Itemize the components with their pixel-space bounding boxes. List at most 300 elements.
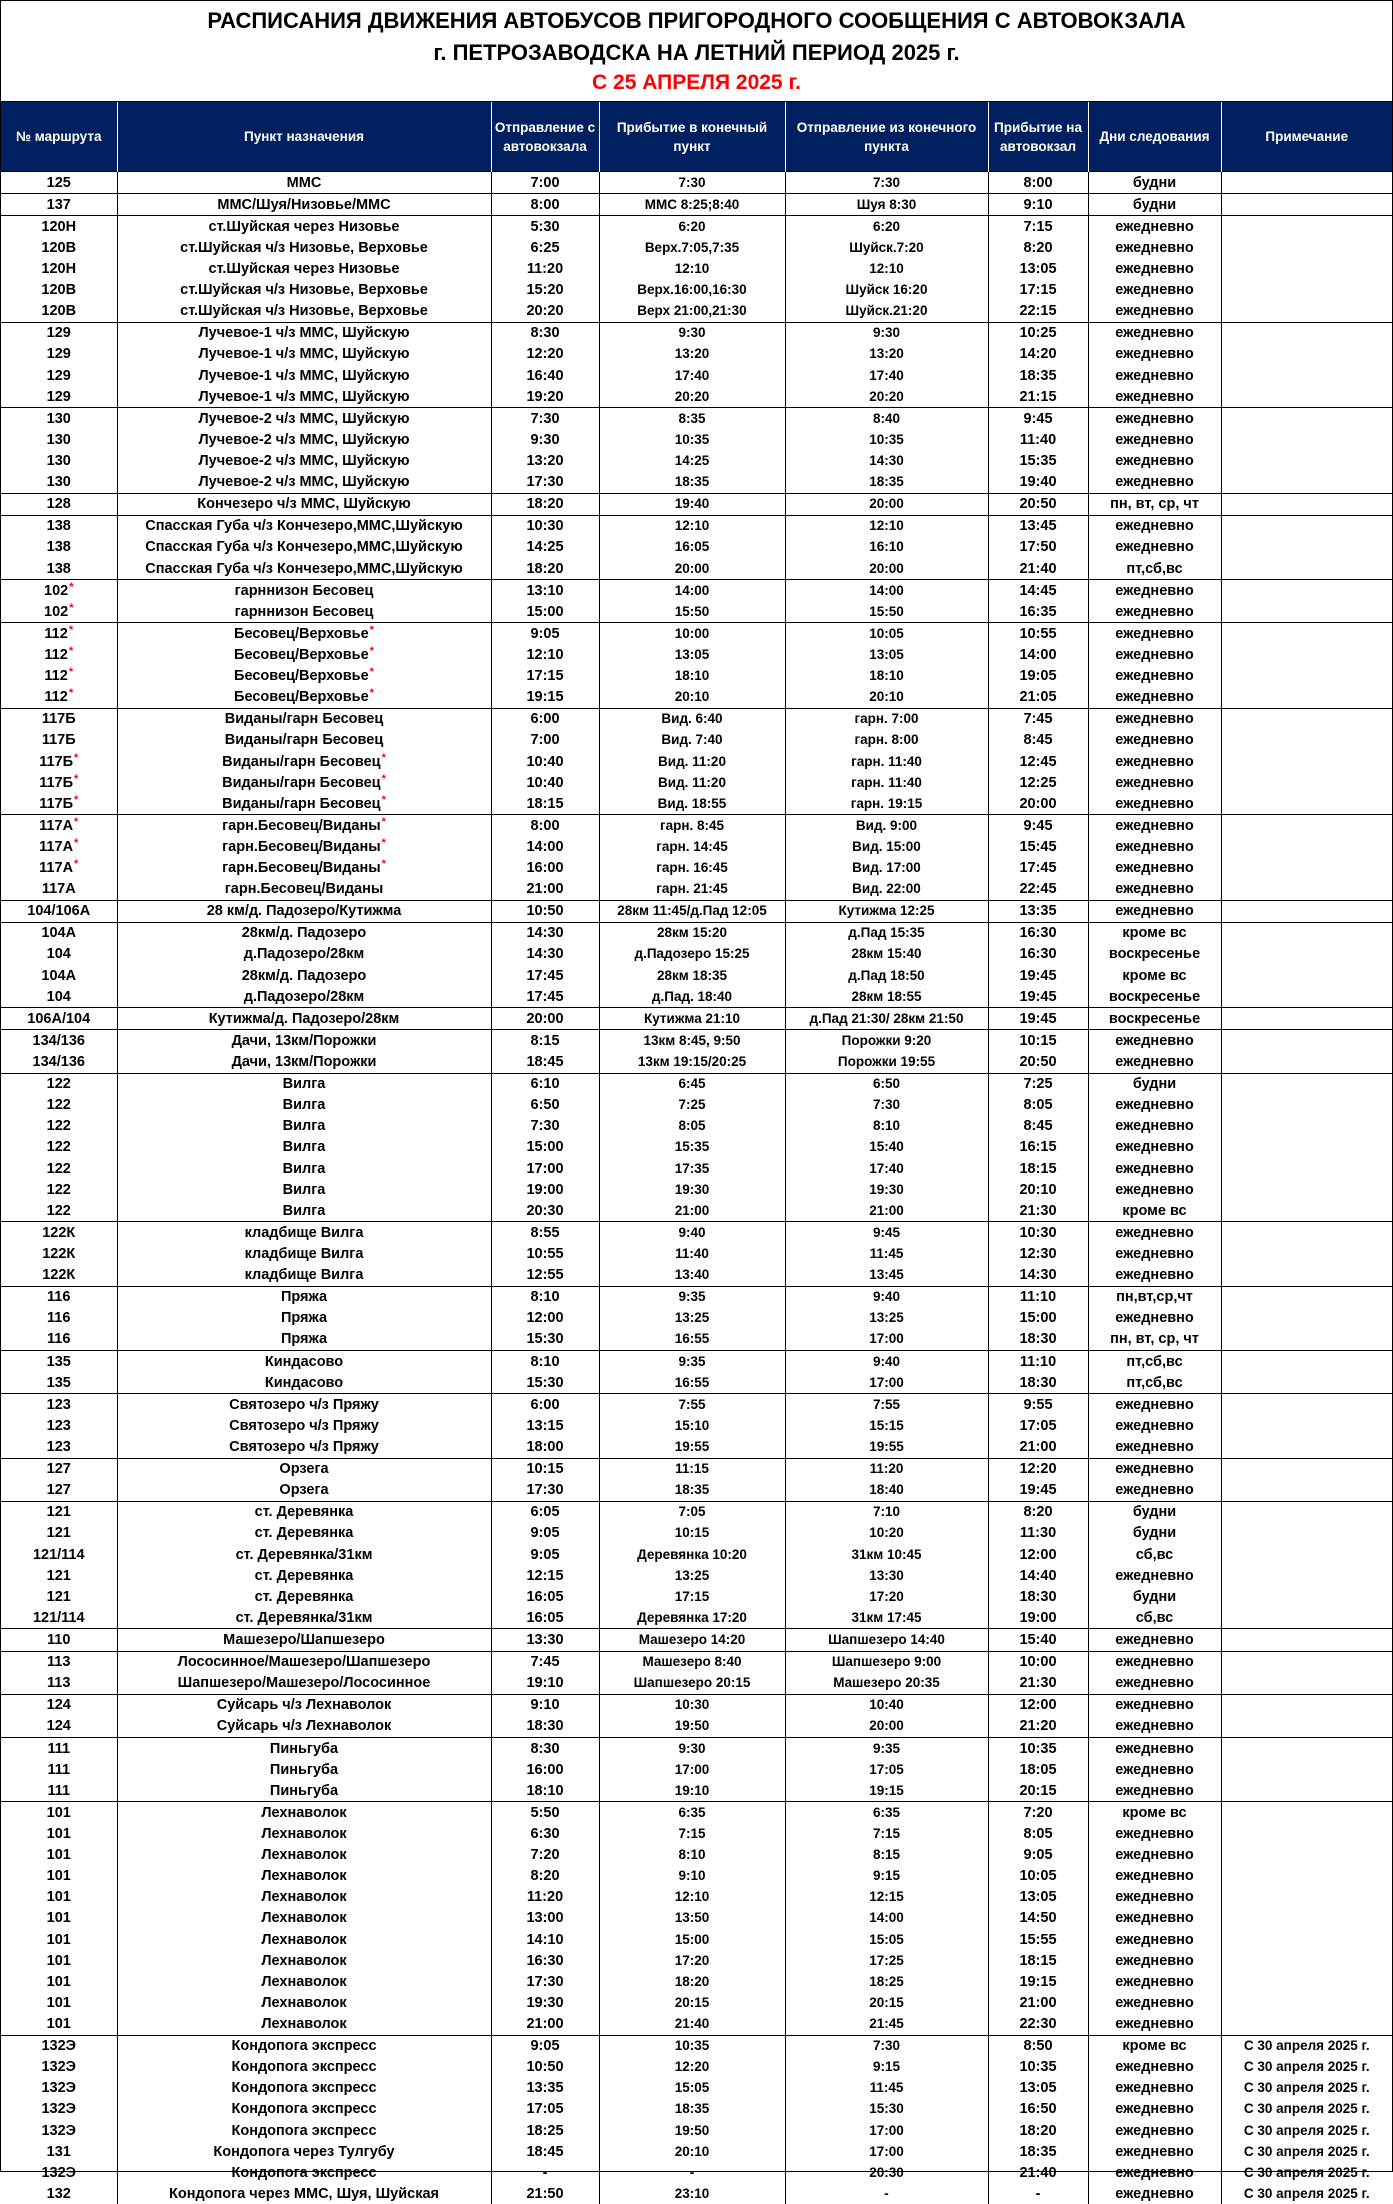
arrival-station-cell-text: 19:40 [1019, 474, 1056, 490]
title-date: С 25 АПРЕЛЯ 2025 г. [1, 69, 1392, 97]
departure-terminal-cell [785, 1051, 988, 1073]
table-row [1, 1992, 1392, 2013]
arrival-terminal-cell-text: ММС 8:25;8:40 [645, 197, 740, 212]
arrival-station-cell [988, 1158, 1088, 1179]
arrival-terminal-cell-text: Кутижма 21:10 [644, 1011, 740, 1026]
arrival-terminal-cell [599, 280, 785, 301]
asterisk-mark: * [69, 602, 73, 614]
departure-terminal-cell [785, 836, 988, 857]
route-cell-text: 116 [47, 1331, 70, 1347]
days-cell [1088, 965, 1221, 986]
destination-cell [117, 1073, 491, 1095]
arrival-station-cell-text: 19:15 [1019, 1974, 1056, 1990]
note-cell-text: С 30 апреля 2025 г. [1244, 2038, 1370, 2053]
days-cell-text: ежедневно [1115, 368, 1194, 384]
arrival-terminal-cell [599, 1286, 785, 1308]
arrival-station-cell [988, 1030, 1088, 1052]
arrival-station-cell-text: 18:35 [1019, 2144, 1056, 2160]
note-cell [1221, 1480, 1392, 1502]
days-cell [1088, 1544, 1221, 1565]
departure-terminal-cell [785, 986, 988, 1008]
departure-cell [491, 1095, 599, 1116]
route-cell [1, 1436, 117, 1458]
route-cell [1, 301, 117, 323]
route-cell [1, 1716, 117, 1738]
days-cell [1088, 1030, 1221, 1052]
departure-cell [491, 623, 599, 645]
route-cell-text: 111 [47, 1741, 70, 1757]
arrival-terminal-cell [599, 322, 785, 344]
arrival-station-cell [988, 450, 1088, 471]
destination-cell-text: Орзега [279, 1461, 328, 1477]
departure-cell-text: 18:00 [526, 1439, 563, 1455]
departure-terminal-cell [785, 1329, 988, 1351]
departure-cell-text: 9:05 [530, 1525, 559, 1541]
destination-cell-text: Вилга [283, 1118, 326, 1134]
header-note: Примечание [1221, 102, 1392, 172]
destination-cell [117, 1673, 491, 1695]
table-row [1, 1137, 1392, 1158]
arrival-terminal-cell [599, 1780, 785, 1802]
destination-cell-text: Лучевое-1 ч/з ММС, Шуйскую [199, 346, 410, 362]
destination-cell [117, 2099, 491, 2120]
arrival-terminal-cell-text: 10:00 [675, 626, 710, 641]
departure-terminal-cell-text: 28км 18:55 [851, 989, 921, 1004]
days-cell-text: ежедневно [1115, 1974, 1194, 1990]
days-cell [1088, 1759, 1221, 1780]
destination-cell [117, 2078, 491, 2099]
arrival-station-cell [988, 1929, 1088, 1950]
route-cell-text: 132Э [41, 2080, 76, 2096]
destination-cell-text: ст.Шуйская через Низовье [209, 261, 400, 277]
route-cell-text: 101 [47, 1868, 71, 1884]
note-cell [1221, 237, 1392, 258]
departure-terminal-cell [785, 900, 988, 922]
route-cell [1, 1051, 117, 1073]
days-cell-text: ежедневно [1115, 346, 1194, 362]
destination-cell-text: Кончезеро ч/з ММС, Шуйскую [197, 496, 410, 512]
departure-terminal-cell [785, 1802, 988, 1824]
departure-cell [491, 1458, 599, 1480]
note-cell [1221, 1586, 1392, 1607]
arrival-station-cell [988, 1265, 1088, 1287]
route-cell [1, 2183, 117, 2204]
arrival-station-cell [988, 1329, 1088, 1351]
route-cell [1, 2035, 117, 2057]
days-cell [1088, 450, 1221, 471]
arrival-terminal-cell [599, 450, 785, 471]
departure-terminal-cell [785, 1394, 988, 1416]
departure-terminal-cell-text: 21:00 [869, 1203, 904, 1218]
arrival-station-cell [988, 1008, 1088, 1030]
table-row [1, 687, 1392, 709]
route-cell [1, 2057, 117, 2078]
arrival-station-cell [988, 537, 1088, 558]
route-cell [1, 408, 117, 430]
arrival-station-cell-text: 14:20 [1019, 346, 1056, 362]
departure-cell-text: 8:15 [530, 1033, 559, 1049]
departure-terminal-cell [785, 258, 988, 279]
departure-terminal-cell-text: 31км 17:45 [851, 1610, 921, 1625]
route-cell [1, 1823, 117, 1844]
days-cell [1088, 644, 1221, 665]
departure-cell [491, 1866, 599, 1887]
arrival-terminal-cell [599, 2099, 785, 2120]
table-row [1, 772, 1392, 793]
departure-terminal-cell-text: гарн. 11:40 [851, 775, 922, 790]
days-cell [1088, 2078, 1221, 2099]
arrival-terminal-cell [599, 365, 785, 386]
departure-cell-text: 21:00 [526, 2016, 563, 2032]
note-cell [1221, 386, 1392, 408]
days-cell-text: ежедневно [1115, 240, 1194, 256]
table-body [1, 172, 1392, 2204]
days-cell-text: ежедневно [1115, 303, 1194, 319]
arrival-station-cell-text: 19:45 [1019, 1482, 1056, 1498]
arrival-station-cell [988, 687, 1088, 709]
departure-terminal-cell-text: 28км 15:40 [851, 946, 921, 961]
table-row [1, 237, 1392, 258]
route-cell-text: 104 [47, 946, 71, 962]
arrival-station-cell-text: 18:30 [1019, 1331, 1056, 1347]
departure-cell-text: 18:15 [526, 796, 563, 812]
table-row [1, 1823, 1392, 1844]
departure-cell [491, 1565, 599, 1586]
arrival-station-cell [988, 344, 1088, 365]
route-cell-text: 132Э [41, 2123, 76, 2139]
days-cell [1088, 730, 1221, 751]
arrival-terminal-cell-text: 15:10 [675, 1418, 710, 1433]
arrival-station-cell [988, 644, 1088, 665]
note-cell [1221, 772, 1392, 793]
days-cell [1088, 558, 1221, 580]
days-cell [1088, 1265, 1221, 1287]
note-cell [1221, 1845, 1392, 1866]
days-cell [1088, 537, 1221, 558]
route-cell [1, 1866, 117, 1887]
arrival-terminal-cell [599, 986, 785, 1008]
departure-terminal-cell-text: Вид. 15:00 [852, 839, 921, 854]
route-cell-text: 121 [47, 1589, 71, 1605]
table-row [1, 965, 1392, 986]
table-row [1, 1629, 1392, 1651]
arrival-terminal-cell-text: 17:20 [675, 1953, 710, 1968]
departure-cell [491, 1200, 599, 1222]
departure-terminal-cell [785, 216, 988, 238]
days-cell [1088, 1436, 1221, 1458]
departure-terminal-cell [785, 1265, 988, 1287]
departure-terminal-cell [785, 1286, 988, 1308]
note-cell [1221, 944, 1392, 965]
arrival-station-cell-text: 11:10 [1020, 1354, 1056, 1370]
departure-cell [491, 858, 599, 879]
days-cell [1088, 623, 1221, 645]
days-cell-text: ежедневно [1115, 1182, 1194, 1198]
departure-cell [491, 1544, 599, 1565]
arrival-station-cell [988, 1286, 1088, 1308]
arrival-station-cell-text: 8:00 [1023, 175, 1052, 191]
departure-terminal-cell-text: 20:15 [869, 1995, 904, 2010]
departure-cell [491, 2057, 599, 2078]
arrival-station-cell-text: 8:05 [1023, 1097, 1052, 1113]
arrival-station-cell [988, 1802, 1088, 1824]
departure-terminal-cell-text: 9:30 [873, 325, 900, 340]
days-cell [1088, 429, 1221, 450]
arrival-terminal-cell [599, 2141, 785, 2162]
arrival-terminal-cell [599, 1095, 785, 1116]
route-cell-text: 120В [41, 240, 76, 256]
arrival-terminal-cell-text: - [690, 2165, 695, 2180]
days-cell [1088, 1158, 1221, 1179]
departure-cell [491, 1030, 599, 1052]
arrival-station-cell-text: 9:10 [1023, 197, 1052, 213]
note-cell [1221, 793, 1392, 815]
table-row [1, 450, 1392, 471]
departure-cell-text: 10:50 [526, 903, 563, 919]
departure-terminal-cell [785, 1523, 988, 1544]
arrival-terminal-cell-text: 18:20 [675, 1974, 710, 1989]
table-row [1, 666, 1392, 687]
departure-terminal-cell [785, 472, 988, 494]
note-cell-text: С 30 апреля 2025 г. [1244, 2080, 1370, 2095]
arrival-terminal-cell [599, 216, 785, 238]
days-cell [1088, 1008, 1221, 1030]
departure-cell [491, 408, 599, 430]
days-cell-text: ежедневно [1115, 818, 1194, 834]
route-cell [1, 666, 117, 687]
departure-cell-text: 18:45 [526, 1054, 563, 1070]
departure-terminal-cell [785, 429, 988, 450]
route-cell [1, 1971, 117, 1992]
days-cell-text: ежедневно [1115, 775, 1194, 791]
asterisk-mark: * [382, 752, 386, 764]
arrival-station-cell [988, 1759, 1088, 1780]
departure-cell-text: 8:00 [530, 818, 559, 834]
route-cell-text: 116 [47, 1289, 70, 1305]
destination-cell [117, 858, 491, 879]
arrival-terminal-cell-text: 10:30 [675, 1697, 710, 1712]
note-cell [1221, 1243, 1392, 1264]
destination-cell-text: Пряжа [281, 1289, 327, 1305]
departure-cell-text: 18:20 [526, 496, 563, 512]
days-cell-text: ежедневно [1115, 1718, 1194, 1734]
arrival-terminal-cell-text: 8:05 [678, 1118, 705, 1133]
departure-terminal-cell [785, 1929, 988, 1950]
destination-cell [117, 450, 491, 471]
arrival-station-cell [988, 900, 1088, 922]
days-cell-text: ежедневно [1115, 1054, 1194, 1070]
note-cell [1221, 1008, 1392, 1030]
note-cell [1221, 1629, 1392, 1651]
destination-cell-text: Кондопога экспресс [231, 2123, 376, 2139]
title-line-2: г. ПЕТРОЗАВОДСКА НА ЛЕТНИЙ ПЕРИОД 2025 г. [1, 37, 1392, 69]
destination-cell [117, 1716, 491, 1738]
header-arrival-station: Прибытие на автовокзал [988, 102, 1088, 172]
destination-cell-text: Святозеро ч/з Пряжу [229, 1439, 379, 1455]
route-cell [1, 344, 117, 365]
arrival-terminal-cell-text: 14:00 [675, 583, 710, 598]
arrival-station-cell [988, 1651, 1088, 1673]
departure-terminal-cell [785, 1651, 988, 1673]
route-cell-text: 112 [44, 626, 67, 642]
arrival-terminal-cell-text: 20:15 [675, 1995, 710, 2010]
days-cell [1088, 322, 1221, 344]
departure-terminal-cell-text: 17:00 [869, 2123, 904, 2138]
departure-cell [491, 580, 599, 602]
departure-cell [491, 172, 599, 194]
arrival-station-cell [988, 2183, 1088, 2204]
arrival-terminal-cell-text: 18:35 [675, 1482, 710, 1497]
departure-terminal-cell-text: 6:20 [873, 219, 900, 234]
departure-cell-text: 11:20 [527, 261, 563, 277]
table-row [1, 2057, 1392, 2078]
destination-cell [117, 1586, 491, 1607]
route-cell [1, 1415, 117, 1436]
arrival-terminal-cell-text: 19:55 [675, 1439, 710, 1454]
arrival-terminal-cell [599, 922, 785, 944]
route-cell-text: 135 [47, 1375, 71, 1391]
arrival-terminal-cell [599, 1823, 785, 1844]
route-cell-text: 132 [47, 2186, 71, 2202]
arrival-terminal-cell-text: 6:45 [678, 1076, 705, 1091]
arrival-terminal-cell [599, 1458, 785, 1480]
arrival-station-cell [988, 1501, 1088, 1523]
days-cell-text: ежедневно [1115, 219, 1194, 235]
note-cell [1221, 1673, 1392, 1695]
arrival-terminal-cell-text: 17:15 [675, 1589, 710, 1604]
asterisk-mark: * [69, 645, 73, 657]
days-cell [1088, 172, 1221, 194]
departure-cell [491, 1802, 599, 1824]
departure-cell-text: 13:35 [526, 2080, 563, 2096]
arrival-terminal-cell [599, 537, 785, 558]
departure-terminal-cell-text: 18:25 [869, 1974, 904, 1989]
destination-cell-text: Лехнаволок [261, 1910, 346, 1926]
arrival-terminal-cell-text: 12:10 [675, 1889, 710, 1904]
arrival-terminal-cell-text: Деревянка 17:20 [637, 1610, 747, 1625]
table-row [1, 1586, 1392, 1607]
days-cell-text: воскресенье [1109, 1011, 1200, 1027]
departure-terminal-cell [785, 1845, 988, 1866]
departure-terminal-cell-text: 8:10 [873, 1118, 900, 1133]
departure-cell [491, 1073, 599, 1095]
destination-cell [117, 365, 491, 386]
arrival-terminal-cell [599, 601, 785, 623]
departure-terminal-cell [785, 1629, 988, 1651]
arrival-terminal-cell [599, 1243, 785, 1264]
arrival-terminal-cell [599, 172, 785, 194]
note-cell [1221, 922, 1392, 944]
note-cell [1221, 1929, 1392, 1950]
note-cell [1221, 429, 1392, 450]
departure-cell [491, 365, 599, 386]
route-cell-text: 123 [47, 1439, 71, 1455]
note-cell [1221, 730, 1392, 751]
arrival-station-cell-text: 14:00 [1019, 647, 1056, 663]
arrival-station-cell-text: 7:20 [1023, 1805, 1052, 1821]
note-cell [1221, 1780, 1392, 1802]
departure-terminal-cell [785, 1372, 988, 1394]
arrival-station-cell-text: 18:30 [1019, 1375, 1056, 1391]
arrival-station-cell [988, 944, 1088, 965]
header-route: № маршрута [1, 102, 117, 172]
arrival-terminal-cell [599, 237, 785, 258]
arrival-station-cell-text: 16:50 [1019, 2101, 1056, 2117]
arrival-station-cell-text: 12:30 [1019, 1246, 1056, 1262]
departure-cell-text: 13:15 [526, 1418, 563, 1434]
note-cell [1221, 1308, 1392, 1329]
days-cell [1088, 1073, 1221, 1095]
route-cell-text: 101 [47, 1995, 71, 2011]
arrival-terminal-cell-text: 19:30 [675, 1182, 710, 1197]
days-cell [1088, 751, 1221, 772]
departure-terminal-cell [785, 1137, 988, 1158]
departure-terminal-cell-text: 9:40 [873, 1354, 900, 1369]
table-row [1, 2183, 1392, 2204]
arrival-station-cell [988, 1480, 1088, 1502]
route-cell [1, 2141, 117, 2162]
destination-cell-text: Лучевое-1 ч/з ММС, Шуйскую [199, 389, 410, 405]
days-cell-text: ежедневно [1115, 860, 1194, 876]
days-cell-text: сб,вс [1136, 1547, 1173, 1563]
route-cell-text: 121 [47, 1568, 71, 1584]
destination-cell [117, 1394, 491, 1416]
departure-terminal-cell [785, 1308, 988, 1329]
days-cell-text: пт,сб,вс [1126, 1354, 1182, 1370]
route-cell [1, 450, 117, 471]
departure-cell-text: 9:05 [530, 626, 559, 642]
destination-cell [117, 1929, 491, 1950]
days-cell [1088, 708, 1221, 730]
days-cell [1088, 472, 1221, 494]
route-cell-text: 122 [47, 1203, 71, 1219]
days-cell [1088, 1992, 1221, 2013]
arrival-station-cell [988, 216, 1088, 238]
departure-cell-text: 18:20 [526, 561, 563, 577]
table-row [1, 301, 1392, 323]
route-cell [1, 1950, 117, 1971]
days-cell-text: ежедневно [1115, 325, 1194, 341]
days-cell-text: ежедневно [1115, 1995, 1194, 2011]
arrival-station-cell [988, 1908, 1088, 1929]
asterisk-mark: * [69, 687, 73, 699]
route-cell-text: 120В [41, 282, 76, 298]
asterisk-mark: * [370, 624, 374, 636]
departure-cell [491, 1116, 599, 1137]
destination-cell-text: Кондопога экспресс [231, 2080, 376, 2096]
arrival-station-cell-text: 9:45 [1023, 818, 1052, 834]
table-row [1, 515, 1392, 537]
route-cell [1, 1095, 117, 1116]
arrival-station-cell-text: 11:30 [1020, 1525, 1056, 1541]
departure-terminal-cell [785, 322, 988, 344]
note-cell [1221, 558, 1392, 580]
arrival-terminal-cell-text: 7:30 [678, 175, 705, 190]
destination-cell-text: д.Падозеро/28км [244, 946, 365, 962]
departure-cell-text: 9:30 [530, 432, 559, 448]
route-cell [1, 1308, 117, 1329]
destination-cell-text: кладбище Вилга [245, 1225, 364, 1241]
route-cell-text: 129 [47, 346, 71, 362]
route-cell-text: 120Н [41, 219, 76, 235]
arrival-terminal-cell-text: 17:00 [675, 1762, 710, 1777]
days-cell [1088, 1329, 1221, 1351]
route-cell-text: 132Э [41, 2059, 76, 2075]
days-cell-text: ежедневно [1115, 2144, 1194, 2160]
arrival-station-cell-text: 8:45 [1023, 1118, 1052, 1134]
asterisk-mark: * [382, 816, 386, 828]
departure-cell [491, 1523, 599, 1544]
